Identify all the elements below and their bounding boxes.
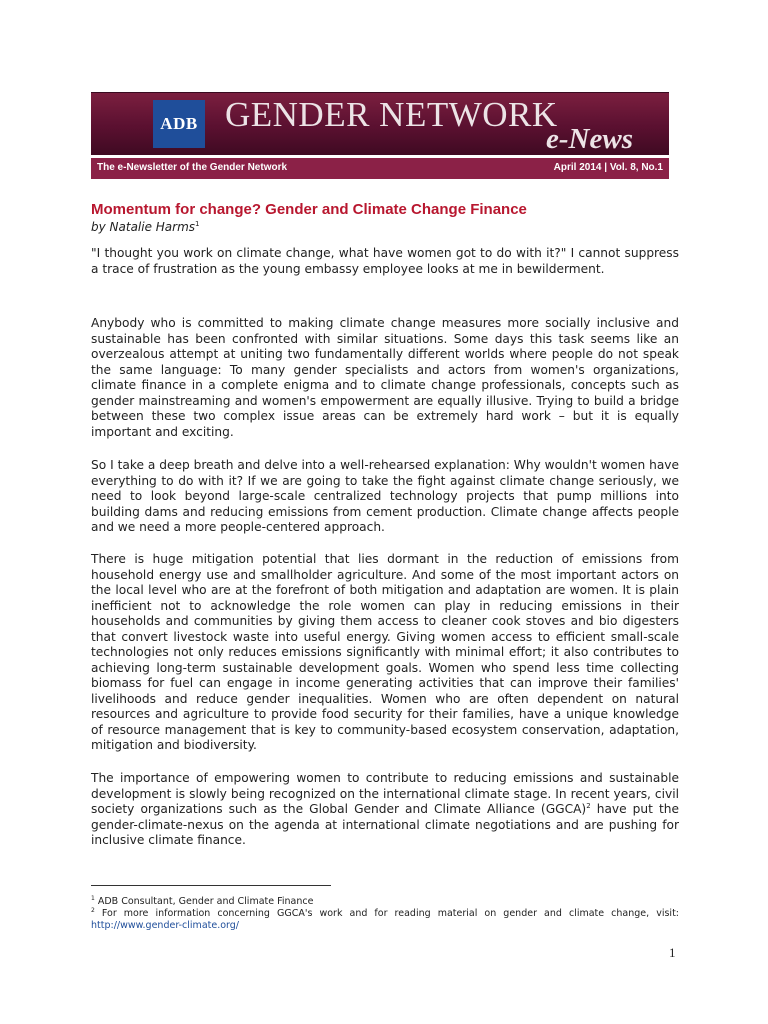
paragraph-3: So I take a deep breath and delve into a well-rehearsed explanation: Why wouldn't women have everything to do with it? If we are going to take the fight against climate change seriously, we need to look beyond large-scale centralized technology projects that pump millions into building dams and reducing emissions from cement production. Climate change affects people and we need a more people-centered approach. [91, 458, 679, 534]
footnote-1-mark: 1 [91, 895, 95, 902]
page-number: 1 [669, 945, 676, 960]
paragraph-1: "I thought you work on climate change, what have women got to do with it?" I cannot suppress a trace of frustration as the young embassy employee looks at me in bewilderment. [91, 246, 679, 276]
footnote-2-text: For more information concerning GGCA's work and for reading material on gender and climate change, visit: [94, 908, 679, 920]
newsletter-title: GENDER NETWORK [225, 95, 558, 134]
footnote-divider [91, 885, 331, 886]
paragraph-2: Anybody who is committed to making climate change measures more socially inclusive and sustainable has been confronted with similar situations. Some days this task seems like an overzealous attempt at uniting two fundamentally different worlds where people do not speak the same language: To many gender specialists and actors from women's organizations, climate finance in a complete enigma and to climate change professionals, concepts such as gender mainstreaming and women's empowerment are equally illusive. Trying to build a bridge between these two complex issue areas can be extremely hard work – but it is equally important and exciting. [91, 316, 679, 439]
gender-climate-link[interactable]: http://www.gender-climate.org/ [91, 920, 240, 932]
article-headline: Momentum for change? Gender and Climate Change Finance [91, 201, 527, 218]
footnote-2-mark: 2 [91, 907, 95, 914]
article-byline [91, 220, 200, 234]
paragraph-5-text-a: The importance of empowering women to contribute to reducing emissions and sustainable development is slowly being recognized on the international climate stage. In recent years, civil society organizations such as the Global Gender and Climate Alliance (GGCA) [91, 771, 679, 816]
newsletter-banner [91, 92, 669, 155]
newsletter-tagline: The e-Newsletter of the Gender Network [97, 162, 288, 173]
issue-info-bar [91, 158, 669, 179]
footnote-2 [91, 905, 679, 932]
adb-logo: ADB [153, 100, 205, 148]
footnote-ref-1[interactable]: 1 [195, 220, 200, 228]
footnote-ref-2[interactable]: 2 [586, 801, 591, 810]
newsletter-subtitle: e-News [546, 123, 633, 155]
paragraph-4: There is huge mitigation potential that lies dormant in the reduction of emissions from household energy use and smallholder agriculture. And some of the most important actors on the local level who are at the forefront of both mitigation and adaptation are women. It is plain inefficient not to acknowledge the role women can play in reducing emissions in their households and communities by giving them access to cleaner cook stoves and bio digesters that convert livestock waste into useful energy. Giving women access to efficient small-scale technologies not only reduces emissions significantly with minimal effort; it also contributes to achieving long-term sustainable development goals. Women who spend less time collecting biomass for fuel can engage in income generating activities that can improve their families' livelihoods and reduce gender inequalities. Women who are often dependent on natural resources and agriculture to provide food security for their families, have a unique knowledge of resource management that is key to community-based ecosystem conservation, adaptation, mitigation and biodiversity. [91, 552, 679, 752]
paragraph-5 [91, 771, 679, 849]
byline-text: by Natalie Harms [91, 220, 196, 234]
issue-date: April 2014 | Vol. 8, No.1 [553, 162, 663, 173]
footnote-1-text: ADB Consultant, Gender and Climate Finance [94, 896, 314, 908]
paragraph-5-text-b: have put the gender-climate-nexus on the agenda at international climate negotiations and are pushing for inclusive climate finance. [91, 802, 679, 847]
